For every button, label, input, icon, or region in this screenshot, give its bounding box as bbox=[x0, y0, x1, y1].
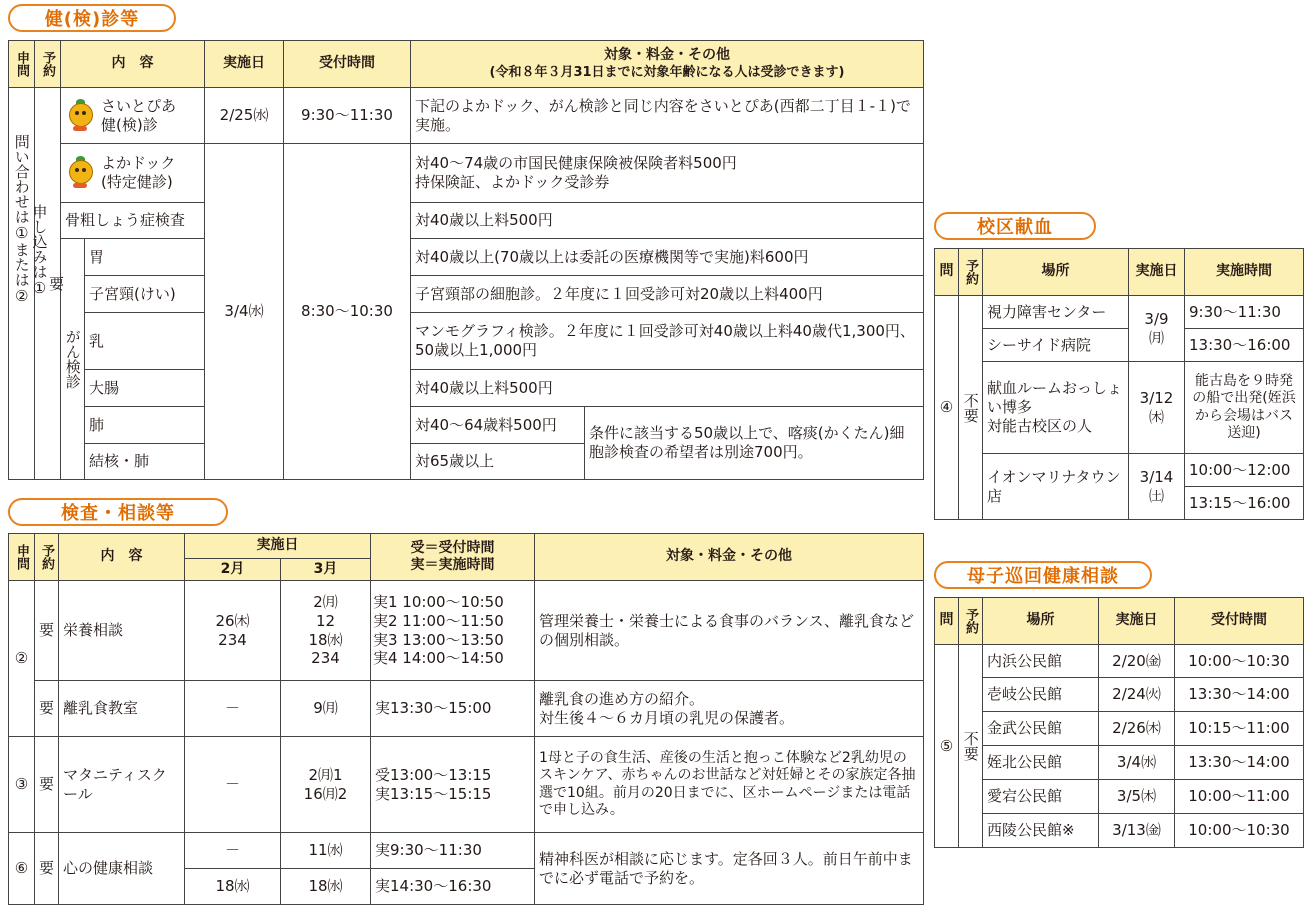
place-cell: 金武公民館 bbox=[983, 712, 1099, 746]
row-saitopia-time: 9:30〜11:30 bbox=[284, 88, 411, 144]
row-saitopia-name: さいとぴあ 健(検)診 bbox=[61, 88, 205, 144]
header-time: 受付時間 bbox=[284, 41, 411, 88]
boshi-title: 母子巡回健康相談 bbox=[934, 561, 1152, 589]
mark-cell: ② bbox=[9, 581, 35, 737]
row-rinyu-target: 離乳食の進め方の紹介。 対生後４〜６カ月頃の乳児の保護者。 bbox=[535, 681, 924, 737]
row-yoka-name: よかドック (特定健診) bbox=[61, 144, 205, 203]
inquiry-cell: 問い合わせは①または② bbox=[9, 88, 35, 480]
date-cell: 3/12 ㈭ bbox=[1129, 362, 1185, 454]
time-cell: 10:00〜10:30 bbox=[1175, 645, 1304, 678]
yoyaku-cell: 要 bbox=[35, 681, 59, 737]
header-time: 実施時間 bbox=[1185, 249, 1304, 296]
gan-label: がん検診 bbox=[61, 239, 85, 480]
row-breast-name: 乳 bbox=[85, 313, 205, 370]
place-cell: 姪北公民館 bbox=[983, 746, 1099, 780]
kensa-table bbox=[8, 533, 924, 905]
header-target: 対象・料金・その他 bbox=[535, 534, 924, 581]
row-kokoro-mar: 11㈬ bbox=[281, 833, 371, 869]
kenshin-table bbox=[8, 40, 924, 480]
lung-note: 条件に該当する50歳以上で、喀痰(かくたん)細胞診検査の希望者は別途700円。 bbox=[585, 407, 924, 480]
time-cell: 10:00〜11:00 bbox=[1175, 780, 1304, 814]
row-maternity-name: マタニティスクール bbox=[59, 737, 185, 833]
yoyaku-cell: 要 bbox=[35, 737, 59, 833]
place-cell: 視力障害センター bbox=[983, 296, 1129, 329]
row-colon-target: 対40歳以上料500円 bbox=[411, 370, 924, 407]
row-bone-target: 対40歳以上料500円 bbox=[411, 203, 924, 239]
mascot-icon bbox=[67, 99, 93, 133]
yoyaku-cell: 不要 bbox=[959, 645, 983, 848]
row-rinyu-feb: － bbox=[185, 681, 281, 737]
header-mark: 問 bbox=[935, 249, 959, 296]
date-cell: 3/5㈭ bbox=[1099, 780, 1175, 814]
date-cell: 3/13㈮ bbox=[1099, 814, 1175, 848]
row-rinyu-name: 離乳食教室 bbox=[59, 681, 185, 737]
row-eiyou-mar: 2㈪ 12 18㈬ 234 bbox=[281, 581, 371, 681]
mark-cell: ⑤ bbox=[935, 645, 959, 848]
header-yoyaku: 予約 bbox=[35, 41, 61, 88]
row-bone-name: 骨粗しょう症検査 bbox=[61, 203, 205, 239]
header-yoyaku: 予約 bbox=[959, 598, 983, 645]
shared-date: 3/4㈬ bbox=[205, 144, 284, 480]
header-mark: 申問 bbox=[9, 41, 35, 88]
row-lung-name: 肺 bbox=[85, 407, 205, 444]
kensa-title: 検査・相談等 bbox=[8, 498, 228, 526]
header-place: 場所 bbox=[983, 249, 1129, 296]
row-rinyu-time: 実13:30〜15:00 bbox=[371, 681, 535, 737]
header-date: 実施日 bbox=[1129, 249, 1185, 296]
row-kokoro-feb: － bbox=[185, 833, 281, 869]
mascot-icon bbox=[67, 156, 93, 190]
boshi-table bbox=[934, 597, 1304, 848]
row-kokoro-mar2: 18㈬ bbox=[281, 869, 371, 905]
row-eiyou-feb: 26㈭ 234 bbox=[185, 581, 281, 681]
place-cell: 愛宕公民館 bbox=[983, 780, 1099, 814]
row-maternity-feb: － bbox=[185, 737, 281, 833]
row-maternity-time: 受13:00〜13:15 実13:15〜15:15 bbox=[371, 737, 535, 833]
yoyaku-cell: 不要 bbox=[959, 296, 983, 520]
kenshin-title: 健(検)診等 bbox=[8, 4, 176, 32]
header-yoyaku: 予約 bbox=[35, 534, 59, 581]
time-cell: 9:30〜11:30 bbox=[1185, 296, 1304, 329]
row-saitopia-target: 下記のよかドック、がん検診と同じ内容をさいとぴあ(西都二丁目１-１)で実施。 bbox=[411, 88, 924, 144]
time-cell: 10:15〜11:00 bbox=[1175, 712, 1304, 746]
row-kokoro-target: 精神科医が相談に応じます。定各回３人。前日午前中までに必ず電話で予約を。 bbox=[535, 833, 924, 905]
time-cell: 13:30〜16:00 bbox=[1185, 329, 1304, 362]
row-cervix-target: 子宮頸部の細胞診。２年度に１回受診可対20歳以上料400円 bbox=[411, 276, 924, 313]
row-colon-name: 大腸 bbox=[85, 370, 205, 407]
row-eiyou-time: 実1 10:00〜10:50 実2 11:00〜11:50 実3 13:00〜13:50 実4 14:00〜14:50 bbox=[371, 581, 535, 681]
row-lung-target: 対40〜64歳料500円 bbox=[411, 407, 585, 444]
row-stomach-name: 胃 bbox=[85, 239, 205, 276]
row-kokoro-time2: 実14:30〜16:30 bbox=[371, 869, 535, 905]
date-cell: 2/26㈭ bbox=[1099, 712, 1175, 746]
row-saitopia-date: 2/25㈬ bbox=[205, 88, 284, 144]
row-rinyu-mar: 9㈪ bbox=[281, 681, 371, 737]
place-cell: 西陵公民館※ bbox=[983, 814, 1099, 848]
kenketsu-title: 校区献血 bbox=[934, 212, 1096, 240]
apply-cell: 申し込みは① 要 bbox=[35, 88, 61, 480]
header-date: 実施日 bbox=[205, 41, 284, 88]
header-date: 実施日 bbox=[185, 534, 371, 559]
place-cell: シーサイド病院 bbox=[983, 329, 1129, 362]
time-cell: 13:30〜14:00 bbox=[1175, 678, 1304, 712]
row-kokoro-name: 心の健康相談 bbox=[59, 833, 185, 905]
time-cell: 10:00〜12:00 bbox=[1185, 454, 1304, 487]
kenketsu-table bbox=[934, 248, 1304, 520]
header-feb: 2月 bbox=[185, 559, 281, 581]
mark-cell: ③ bbox=[9, 737, 35, 833]
row-tb-name: 結核・肺 bbox=[85, 444, 205, 480]
header-naiyou: 内 容 bbox=[61, 41, 205, 88]
header-time: 受付時間 bbox=[1175, 598, 1304, 645]
row-kokoro-time: 実9:30〜11:30 bbox=[371, 833, 535, 869]
row-eiyou-name: 栄養相談 bbox=[59, 581, 185, 681]
header-yoyaku: 予約 bbox=[959, 249, 983, 296]
row-tb-target: 対65歳以上 bbox=[411, 444, 585, 480]
header-place: 場所 bbox=[983, 598, 1099, 645]
row-kokoro-feb2: 18㈬ bbox=[185, 869, 281, 905]
row-eiyou-target: 管理栄養士・栄養士による食事のバランス、離乳食などの個別相談。 bbox=[535, 581, 924, 681]
header-mar: 3月 bbox=[281, 559, 371, 581]
place-cell: 壱岐公民館 bbox=[983, 678, 1099, 712]
row-stomach-target: 対40歳以上(70歳以上は委託の医療機関等で実施)料600円 bbox=[411, 239, 924, 276]
row-maternity-mar: 2㈪1 16㈪2 bbox=[281, 737, 371, 833]
yoyaku-cell: 要 bbox=[35, 833, 59, 905]
place-cell: 献血ルームおっしょい博多 対能古校区の人 bbox=[983, 362, 1129, 454]
date-cell: 2/20㈮ bbox=[1099, 645, 1175, 678]
header-mark: 申問 bbox=[9, 534, 35, 581]
time-cell: 13:15〜16:00 bbox=[1185, 487, 1304, 520]
date-cell: 3/14 ㈯ bbox=[1129, 454, 1185, 520]
place-cell: 内浜公民館 bbox=[983, 645, 1099, 678]
time-cell: 10:00〜10:30 bbox=[1175, 814, 1304, 848]
time-cell: 13:30〜14:00 bbox=[1175, 746, 1304, 780]
date-cell: 2/24㈫ bbox=[1099, 678, 1175, 712]
header-mark: 問 bbox=[935, 598, 959, 645]
row-yoka-target: 対40〜74歳の市国民健康保険被保険者料500円 持保険証、よかドック受診券 bbox=[411, 144, 924, 203]
row-cervix-name: 子宮頸(けい) bbox=[85, 276, 205, 313]
time-cell: 能古島を９時発の船で出発(姪浜から会場はバス送迎) bbox=[1185, 362, 1304, 454]
mark-cell: ④ bbox=[935, 296, 959, 520]
row-breast-target: マンモグラフィ検診。２年度に１回受診可対40歳以上料40歳代1,300円、50歳以上1,000円 bbox=[411, 313, 924, 370]
header-target: 対象・料金・その他 (令和８年３月31日までに対象年齢になる人は受診できます) bbox=[411, 41, 924, 88]
place-cell: イオンマリナタウン店 bbox=[983, 454, 1129, 520]
header-time: 受＝受付時間 実＝実施時間 bbox=[371, 534, 535, 581]
date-cell: 3/4㈬ bbox=[1099, 746, 1175, 780]
header-date: 実施日 bbox=[1099, 598, 1175, 645]
yoyaku-cell: 要 bbox=[35, 581, 59, 681]
header-naiyou: 内 容 bbox=[59, 534, 185, 581]
mark-cell: ⑥ bbox=[9, 833, 35, 905]
row-maternity-target: 1母と子の食生活、産後の生活と抱っこ体験など2乳幼児のスキンケア、赤ちゃんのお世話など対妊婦とその家族定各抽選で10組。前月の20日までに、区ホームページまたは電話で申し込み。 bbox=[535, 737, 924, 833]
date-cell: 3/9 ㈪ bbox=[1129, 296, 1185, 362]
shared-time: 8:30〜10:30 bbox=[284, 144, 411, 480]
